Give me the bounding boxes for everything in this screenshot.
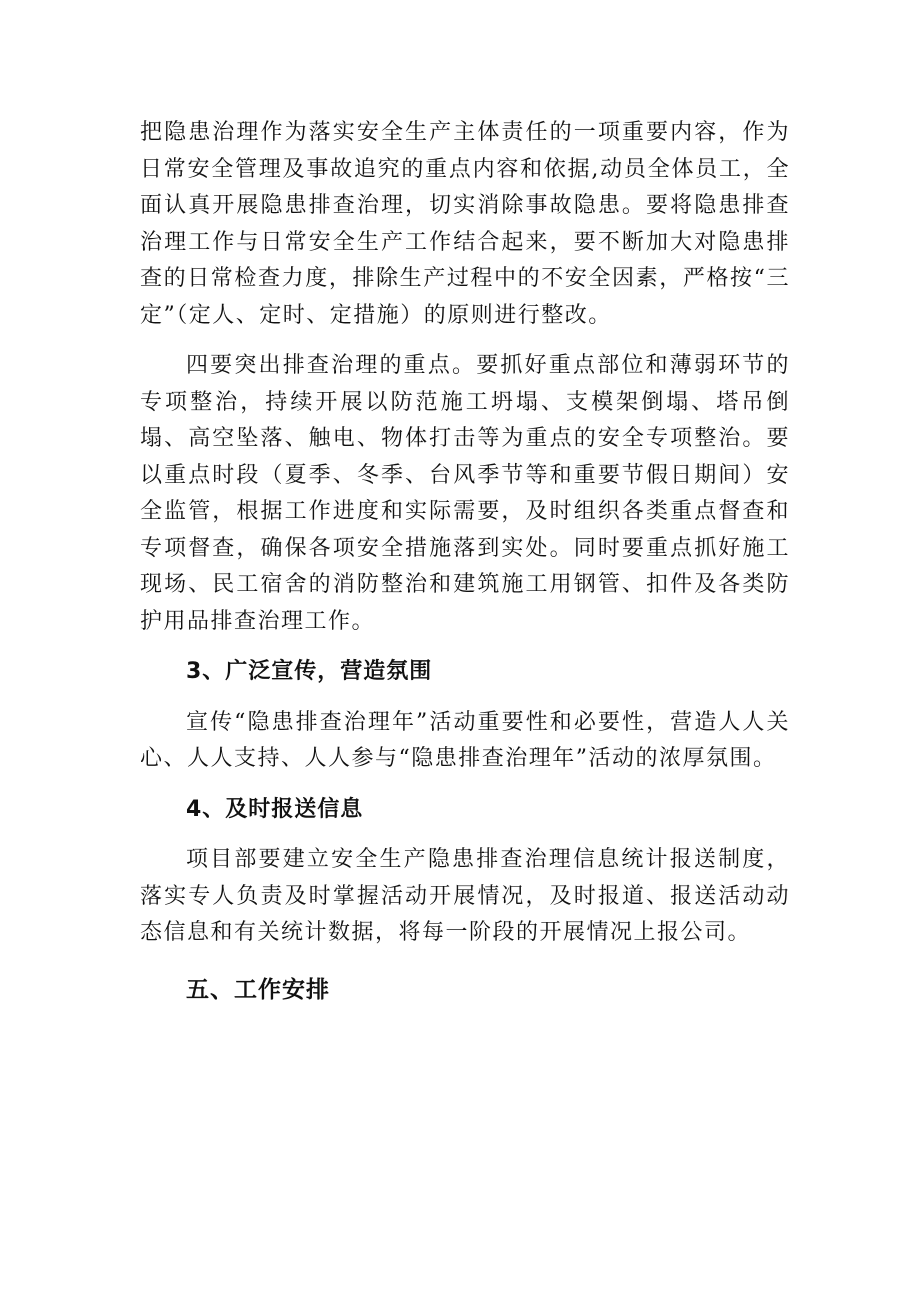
spacer [140, 691, 790, 705]
paragraph-reporting: 项目部要建立安全生产隐患排查治理信息统计报送制度，落实专人负责及时掌握活动开展情况，及时报道、报送活动动态信息和有关统计数据，将每一阶段的开展情况上报公司。 [140, 847, 790, 945]
heading-reporting: 4、及时报送信息 [186, 796, 364, 822]
spacer [140, 828, 790, 842]
section-title-work-arrangement: 五、工作安排 [186, 976, 330, 1003]
spacer [140, 640, 790, 654]
paragraph-publicity: 宣传“隐患排查治理年”活动重要性和必要性，营造人人关心、人人支持、人人参与“隐患排查治理年”活动的浓厚氛围。 [140, 709, 790, 771]
heading-publicity: 3、广泛宣传，营造氛围 [186, 659, 433, 684]
paragraph-key-points: 四要突出排查治理的重点。要抓好重点部位和薄弱环节的专项整治，持续开展以防范施工坍塌、支模架倒塌、塔吊倒塌、高空坠落、触电、物体打击等为重点的安全专项整治。要以重点时段（夏季、冬季、台风季节等和重要节假日期间）安全监管，根据工作进度和实际需要，及时组织各类重点督查和专项督查，确保各项安全措施落到实处。同时要重点抓好施工现场、民工宿舍的消防整治和建筑施工用钢管、扣件及各类防护用品排查治理工作。 [140, 353, 790, 634]
spacer [140, 952, 790, 972]
document-body [140, 115, 790, 1008]
spacer [140, 334, 790, 348]
spacer [140, 778, 790, 792]
paragraph-continued: 把隐患治理作为落实安全生产主体责任的一项重要内容，作为日常安全管理及事故追究的重点内容和依据,动员全体员工，全面认真开展隐患排查治理，切实消除事故隐患。要将隐患排查治理工作与日常安全生产工作结合起来，要不断加大对隐患排查的日常检查力度，排除生产过程中的不安全因素，严格按“三定”（定人、定时、定措施）的原则进行整改。 [140, 120, 790, 328]
